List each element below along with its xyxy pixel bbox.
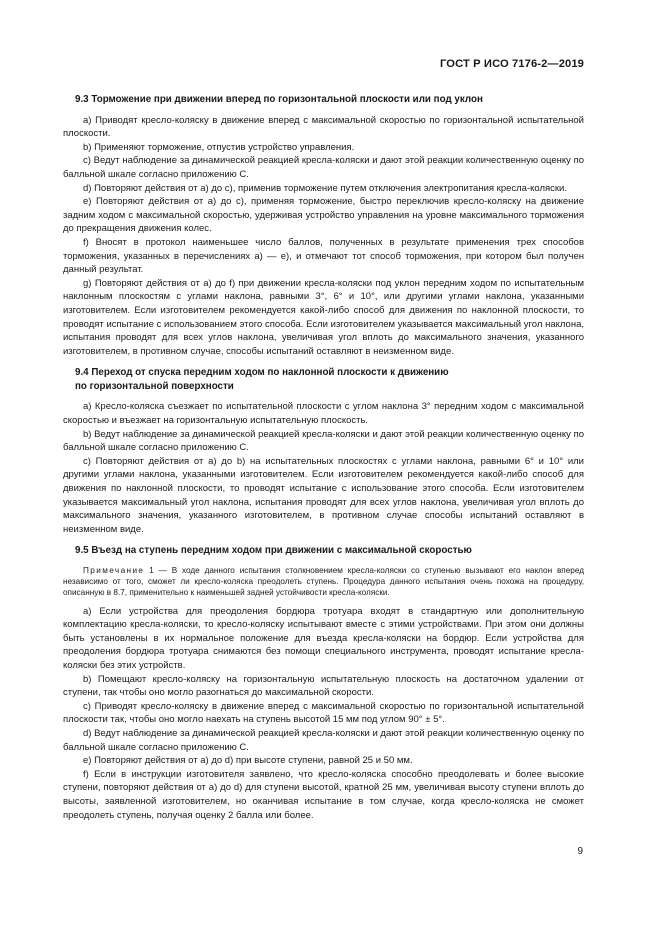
paragraph: b) Применяют торможение, отпустив устройство управления. — [83, 141, 355, 153]
section-gap — [63, 536, 584, 544]
section-heading — [63, 366, 584, 393]
paragraph: d) Повторяют действия от a) до c), применив торможение путем отключения электропитания кресла-коляски. — [83, 182, 568, 194]
paragraph: a) Если устройства для преодоления бордюра тротуара входят в стандартную или дополнительную комплектацию кресла-коляски, то кресло-коляску испытывают вместе с этими устройствами. При этом они должны быть установлены в их нормальное положение для въезда кресла-коляски на бордюр. Если устройства для преодоления бордюра тротуара снимаются без помощи специального инструмента, проводят испытание кресла-коляски без этих устройств. — [63, 605, 584, 671]
paragraph: b) Помещают кресло-коляску на горизонтальную испытательную плоскость на достаточном удалении от ступени, так чтобы оно могло разогнаться до максимальной скорости. — [63, 673, 584, 699]
document-code: ГОСТ Р ИСО 7176-2—2019 — [440, 58, 584, 70]
paragraph: e) Повторяют действия от a) до c), применяя торможение, быстро переключив кресло-коляску на движение задним ходом с максимальной скоростью, удерживая устройство управления на уровне максимального торможения до прекращения движения колес. — [63, 196, 584, 235]
paragraph: f) Вносят в протокол наименьшее число баллов, полученных в результате применения трех способов торможения, указанных в перечислениях а) — е), и отмечают тот способ торможения, при котором был получен данный результат. — [63, 236, 584, 276]
paragraph: g) Повторяют действия от a) до f) при движении кресла-коляски под уклон передним ходом по испытательным наклонным плоскостям с углами наклона, равными 3°, 6° и 10°, или другими углами наклона, указанными изготовителем. Если изготовителем рекомендуется какой-либо способ для движения по наклонной плоскости, то проводят испытание с использованием этого способа. Если изготовителем указывается максимальный угол наклона, испытания проводят для всех углов наклона, увеличивая угол вплоть до максимального значения, указанного изготовителем, в противном случае, способы испытаний оставляют в неизменном виде. — [63, 277, 584, 357]
note-text: 1 — В ходе данного испытания столкновением кресла-коляски со ступенью вызывают его наклон вперед независимо от того, сможет ли кресло-коляска преодолеть ступень. Процедура данного испытания очень похожа на процедуру, описанную в 8.7, применительно к наименьшей задней устойчивости кресла-коляски. — [63, 566, 584, 598]
paragraph: e) Повторяют действия от a) до d) при высоте ступени, равной 25 и 50 мм. — [83, 755, 413, 767]
paragraph: c) Повторяют действия от a) до b) на испытательных плоскостях с углами наклона, равными 6° и 10° или другими углами наклона, указанными изготовителем. Если изготовителем рекомендуется какой-либо способ для движения по наклонной плоскости, то проводят испытание с использование этого способа. Если изготовителем указывается максимальный угол наклона, испытания проводят для всех углов наклона, увеличивая угол вплоть до максимального значения, указанного изготовителем, в противном случае способы испытаний оставляют в неизменном виде. — [63, 455, 584, 535]
section-gap — [63, 358, 584, 366]
note — [63, 565, 584, 599]
note-label: Примечание — [83, 566, 145, 575]
section-9-4 — [63, 366, 584, 536]
paragraph: d) Ведут наблюдение за динамической реакцией кресла-коляски и дают этой реакции количественную оценку по балльной шкале согласно приложению С. — [63, 727, 584, 753]
section-9-3 — [63, 93, 584, 358]
section-heading-line: 9.4 Переход от спуска передним ходом по наклонной плоскости к движению — [75, 367, 449, 379]
paragraph: b) Ведут наблюдение за динамической реакцией кресла-коляски и дают этой реакции количественную оценку по балльной шкале согласно приложению С. — [63, 428, 584, 454]
section-9-5 — [63, 544, 584, 822]
paragraph: a) Приводят кресло-коляску в движение вперед с максимальной скоростью по горизонтальной испытательной плоскости. — [63, 114, 584, 140]
section-heading-line: по горизонтальной поверхности — [75, 380, 234, 392]
page-number: 9 — [577, 846, 583, 857]
section-heading — [63, 544, 584, 558]
paragraph: a) Кресло-коляска съезжает по испытательной плоскости с углом наклона 3° передним ходом с максимальной скоростью и въезжает на горизонтальную испытательную плоскость. — [63, 401, 584, 427]
paragraph: c) Приводят кресло-коляску в движение вперед с максимальной скоростью по горизонтальной испытательной плоскости так, чтобы оно могло наехать на ступень высотой 15 мм под углом 90° ± 5°. — [63, 700, 584, 726]
section-heading — [63, 93, 584, 107]
section-heading-line: 9.3 Торможение при движении вперед по горизонтальной плоскости или под уклон — [75, 94, 483, 105]
section-heading-line: 9.5 Въезд на ступень передним ходом при движении с максимальной скоростью — [75, 545, 472, 557]
document-body — [63, 93, 584, 822]
paragraph: f) Если в инструкции изготовителя заявлено, что кресло-коляска способно преодолевать и более высокие ступени, повторяют действия от a) до d) для ступени высотой, кратной 25 мм, увеличивая высоту ступени вплоть до высоты, заявленной изготовителем, но оканчивая испытание в том случае, когда кресло-коляска не сможет преодолеть ступень, получая оценку 2 балла или более. — [63, 768, 584, 821]
paragraph: c) Ведут наблюдение за динамической реакцией кресла-коляски и дают этой реакции количественную оценку по балльной шкале согласно приложению С. — [63, 155, 584, 180]
